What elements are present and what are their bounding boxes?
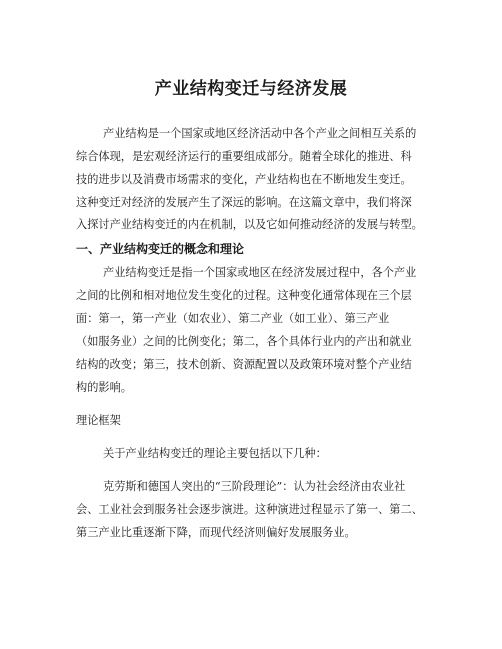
section1-line-3: 面：第一，第一产业（如农业）、第二产业（如工业）、第三产业	[76, 312, 390, 325]
section1-line-2: 之间的比例和相对地位发生变化的过程。这种变化通常体现在三个层	[76, 289, 412, 302]
subheading-theory-framework: 理论框架	[76, 414, 121, 427]
section1-line-6: 构的影响。	[76, 381, 132, 394]
intro-line-1: 产业结构是一个国家或地区经济活动中各个产业之间相互关系的	[103, 127, 417, 140]
theory-line-2: 会、工业社会到服务社会逐步演进。这种演进过程显示了第一、第二、	[76, 503, 423, 516]
section1-line-4: （如服务业）之间的比例变化；第二，各个具体行业内的产出和就业	[76, 335, 412, 348]
document-title: 产业结构变迁与经济发展	[154, 79, 348, 99]
section1-line-1: 产业结构变迁是指一个国家或地区在经济发展过程中，各个产业	[103, 266, 417, 279]
intro-line-5: 入探讨产业结构变迁的内在机制，以及它如何推动经济的发展与转型。	[76, 218, 423, 231]
theory-line-3: 第三产业比重逐渐下降，而现代经济则偏好发展服务业。	[76, 526, 356, 539]
theory-intro: 关于产业结构变迁的理论主要包括以下几种：	[103, 447, 327, 460]
intro-line-4: 这种变迁对经济的发展产生了深远的影响。在这篇文章中，我们将深	[76, 196, 412, 209]
section-heading: 一、产业结构变迁的概念和理论	[76, 242, 245, 256]
section1-line-5: 结构的改变；第三，技术创新、资源配置以及政策环境对整个产业结	[76, 358, 412, 371]
intro-line-2: 综合体现，是宏观经济运行的重要组成部分。随着全球化的推进、科	[76, 150, 412, 163]
theory-line-1: 克劳斯和德国人突出的“三阶段理论”：认为社会经济由农业社	[103, 480, 406, 493]
intro-line-3: 技的进步以及消费市场需求的变化，产业结构也在不断地发生变迁。	[76, 173, 412, 186]
